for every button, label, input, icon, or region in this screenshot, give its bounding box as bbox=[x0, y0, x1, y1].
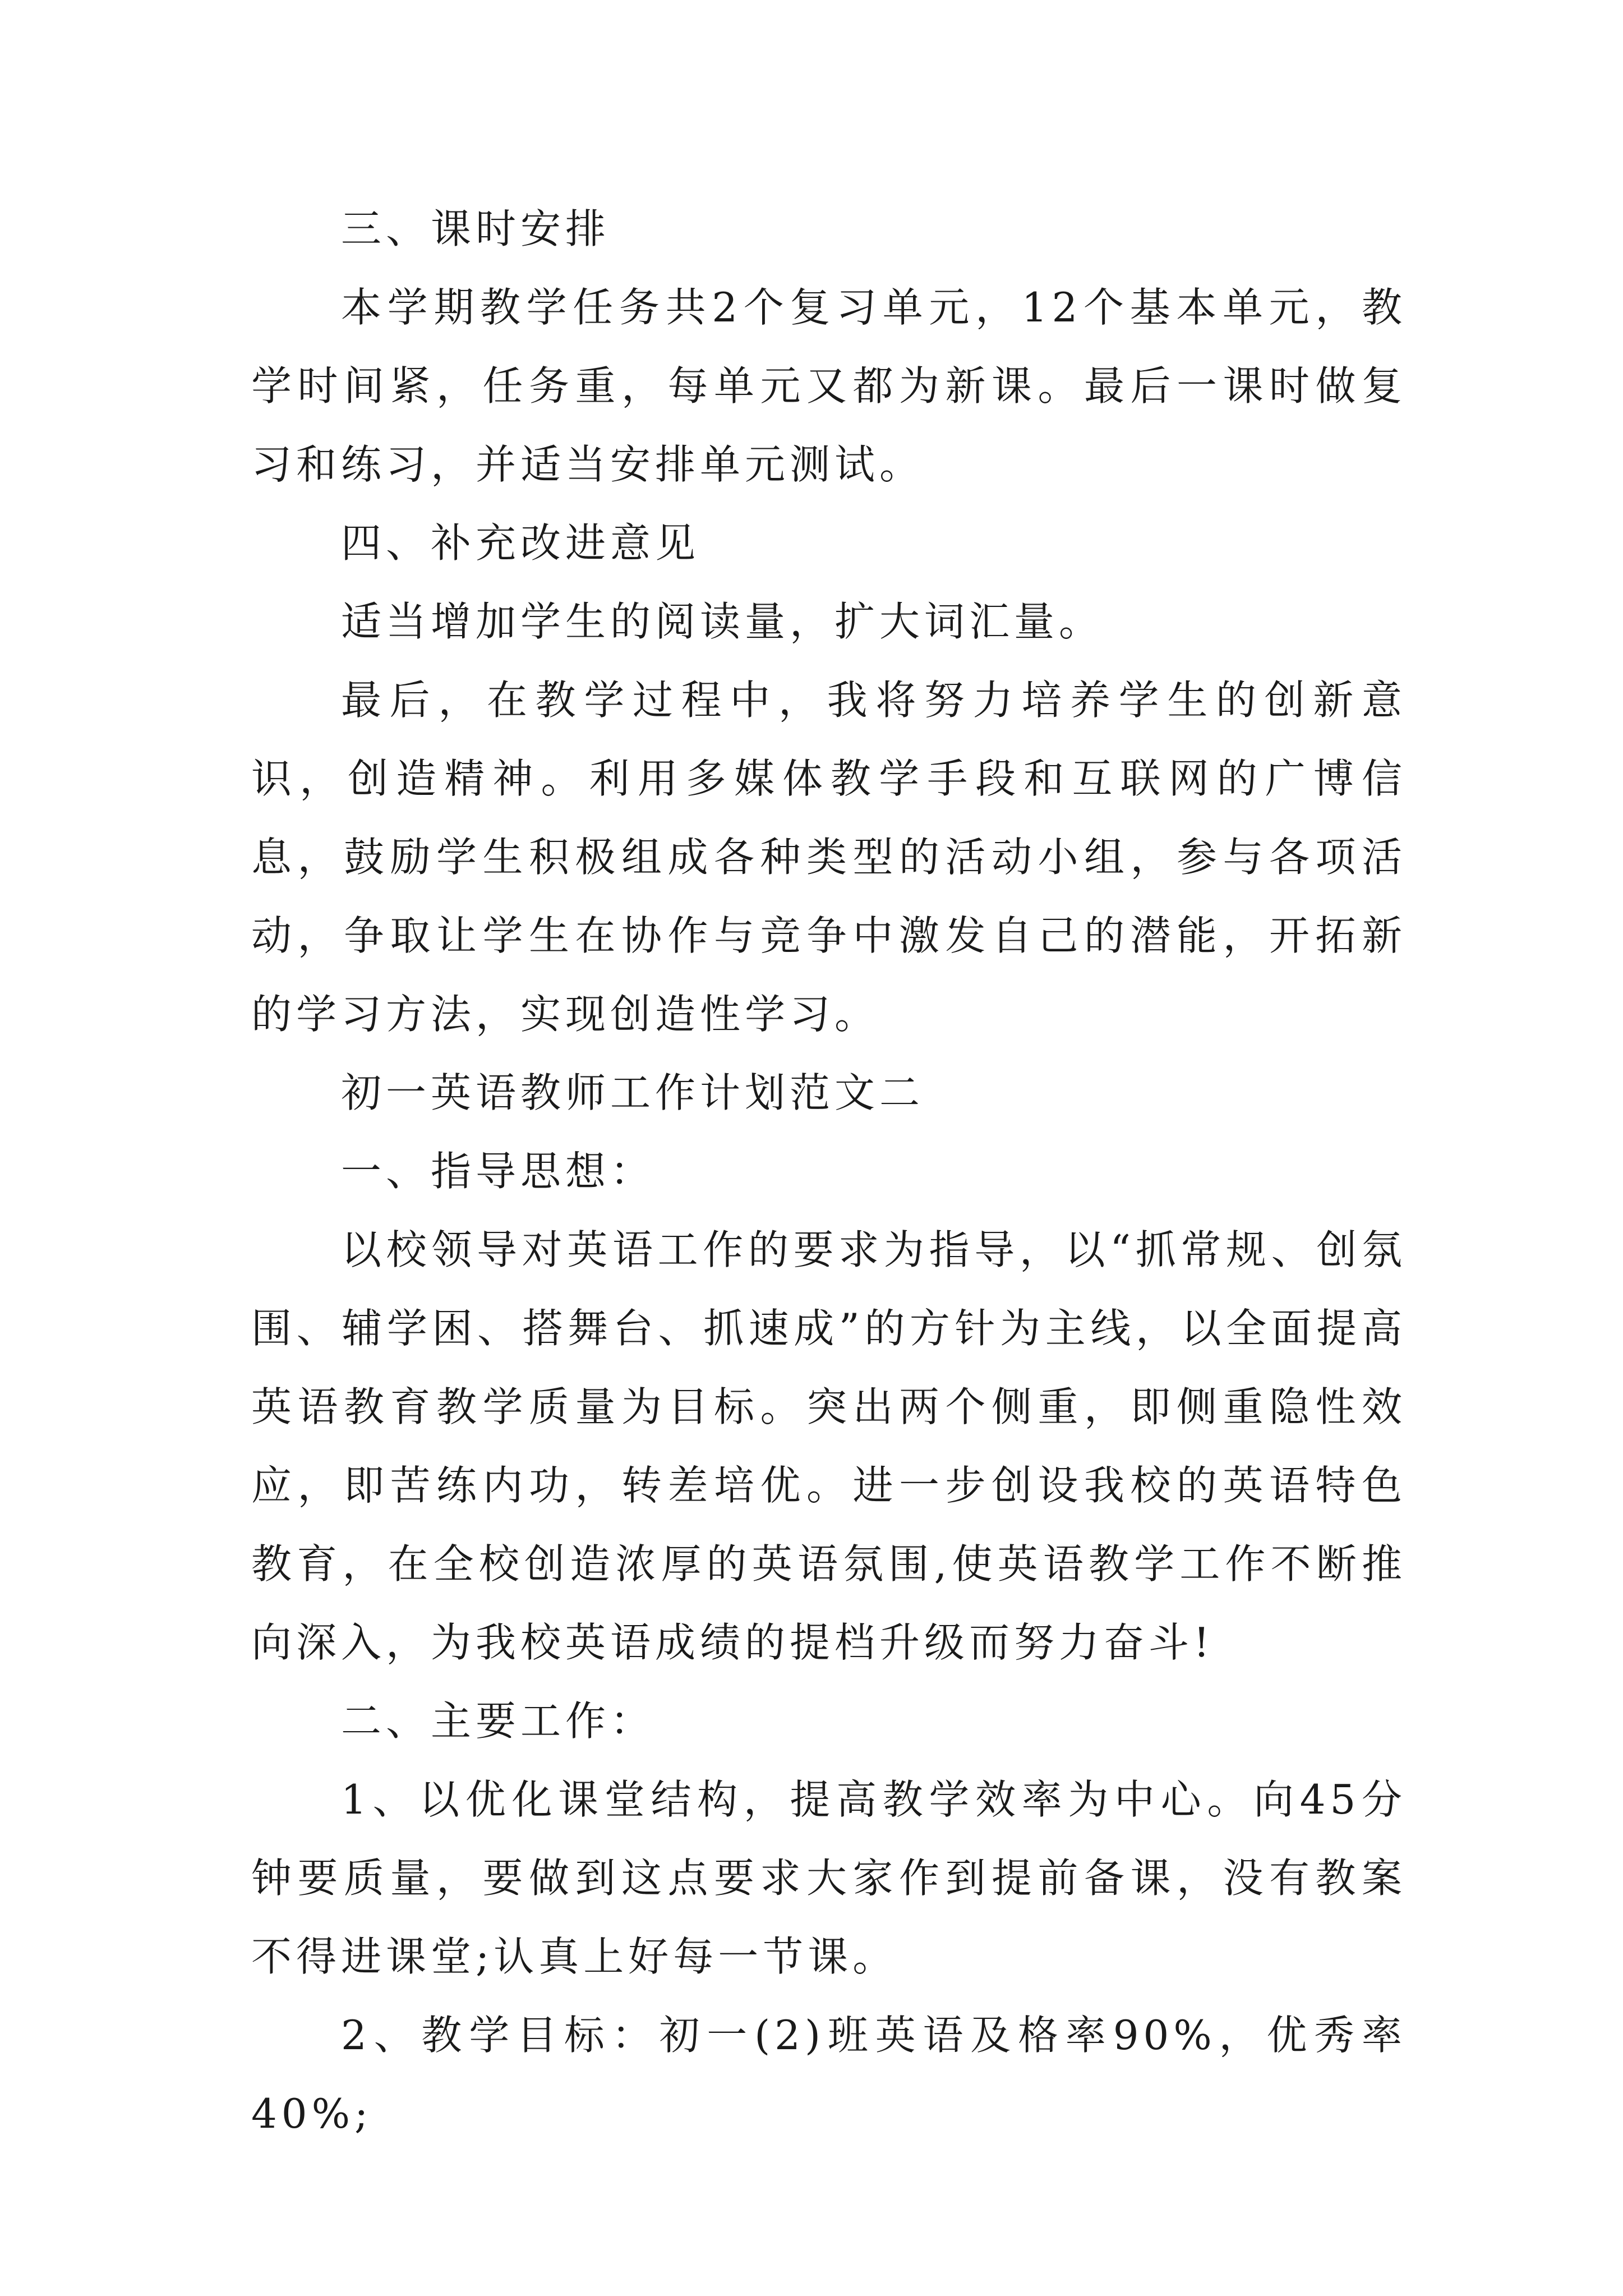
paragraph-suggestions: 适当增加学生的阅读量，扩大词汇量。 bbox=[341, 598, 1104, 645]
section-heading-suggestions: 四、补充改进意见 bbox=[341, 519, 700, 567]
paragraph-conclusion: 最后，在教学过程中，我将努力培养学生的创新意识，创造精神。利用多媒体教学手段和互联网的广博信息，鼓励学生积极组成各种类型的活动小组，参与各项活动，争取让学生在协作与竞争中激发自己的潜能，开拓新的学习方法，实现创造性学习。 bbox=[251, 677, 1407, 1038]
section-heading-guiding-idea: 一、指导思想： bbox=[341, 1148, 656, 1195]
paragraph-guiding-idea: 以校领导对英语工作的要求为指导，以“抓常规、创氛围、辅学困、搭舞台、抓速成”的方针为主线，以全面提高英语教育教学质量为目标。突出两个侧重，即侧重隐性效应，即苦练内功，转差培优。进一步创设我校的英语特色教育，在全校创造浓厚的英语氛围,使英语教学工作不断推向深入，为我校英语成绩的提档升级而努力奋斗! bbox=[251, 1226, 1407, 1666]
paragraph-main-work-1: 1、以优化课堂结构，提高教学效率为中心。向45分钟要质量，要做到这点要求大家作到提前备课，没有教案不得进课堂;认真上好每一节课。 bbox=[251, 1776, 1407, 1980]
section-heading-main-work: 二、主要工作： bbox=[341, 1697, 656, 1745]
document-body bbox=[251, 190, 1407, 2153]
paragraph-schedule: 本学期教学任务共2个复习单元，12个基本单元，教学时间紧，任务重，每单元又都为新课。最后一课时做复习和练习，并适当安排单元测试。 bbox=[251, 284, 1407, 488]
paragraph-main-work-2: 2、教学目标：初一(2)班英语及格率90%，优秀率40%; bbox=[251, 2012, 1407, 2137]
section-heading-schedule: 三、课时安排 bbox=[341, 205, 611, 252]
document-subtitle: 初一英语教师工作计划范文二 bbox=[341, 1069, 925, 1116]
